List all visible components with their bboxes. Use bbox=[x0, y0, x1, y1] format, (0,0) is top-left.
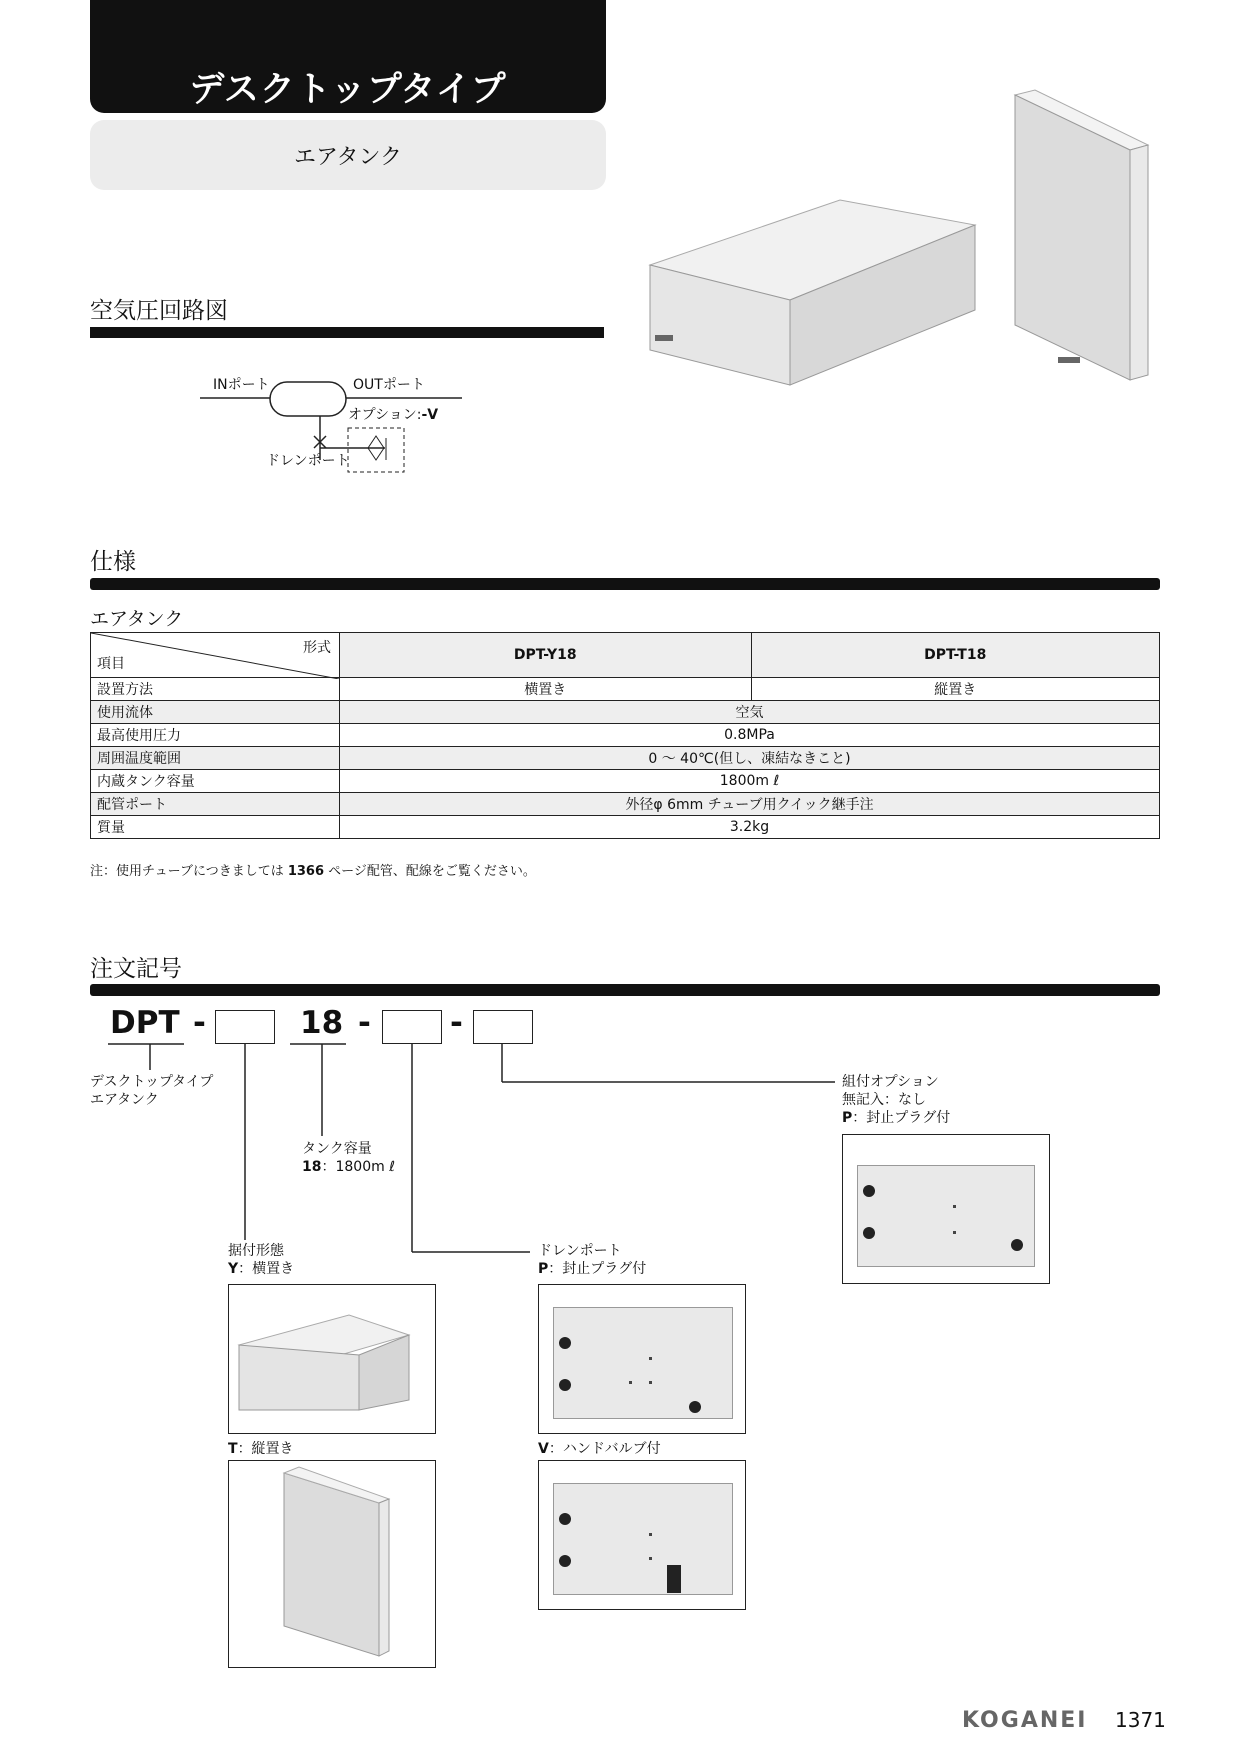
option-label bbox=[348, 406, 438, 424]
assembly-option-block bbox=[842, 1073, 950, 1127]
row-label: 最高使用圧力 bbox=[91, 724, 340, 747]
code-prefix: DPT bbox=[110, 1005, 180, 1041]
mount-option-t bbox=[228, 1440, 294, 1458]
order-section-title: 注文記号 bbox=[90, 956, 182, 982]
option-code-box bbox=[473, 1010, 533, 1044]
mount-y-code: Y bbox=[228, 1261, 239, 1277]
photo-drain-hand-valve bbox=[538, 1460, 746, 1610]
table-row bbox=[91, 724, 1160, 747]
header-subtitle-block bbox=[90, 120, 606, 190]
mount-y-value: ：横置き bbox=[238, 1261, 295, 1277]
table-corner-cell bbox=[91, 633, 340, 678]
circuit-section-title: 空気圧回路図 bbox=[90, 298, 228, 324]
spec-note bbox=[90, 860, 536, 879]
capacity-value: ：1800m ℓ bbox=[321, 1159, 395, 1175]
drain-code-box bbox=[382, 1010, 442, 1044]
series-label-line: エアタンク bbox=[90, 1092, 159, 1108]
capacity-option bbox=[302, 1158, 395, 1176]
drain-port-label: ドレンポート bbox=[266, 453, 350, 469]
mount-t-value: ：縦置き bbox=[237, 1441, 294, 1457]
drain-option-v bbox=[538, 1440, 661, 1458]
drain-v-code: V bbox=[538, 1441, 549, 1457]
series-label-line: デスクトップタイプ bbox=[90, 1074, 214, 1090]
page-title: デスクトップタイプ bbox=[189, 70, 507, 110]
in-port-label: INポート bbox=[213, 377, 270, 393]
series-label bbox=[90, 1073, 213, 1109]
note-page-ref: 1366 bbox=[287, 864, 325, 879]
mount-block bbox=[228, 1242, 294, 1278]
table-row bbox=[91, 770, 1160, 793]
model-header: DPT-T18 bbox=[751, 633, 1159, 678]
code-dash: - bbox=[450, 1005, 463, 1041]
drain-p-value: ：封止プラグ付 bbox=[548, 1261, 647, 1277]
drain-v-value: ：ハンドバルブ付 bbox=[548, 1441, 661, 1457]
assembly-option-title: 組付オプション bbox=[842, 1074, 939, 1090]
row-value: 1800m ℓ bbox=[340, 770, 1160, 793]
product-photo-pair bbox=[640, 85, 1180, 395]
row-label: 配管ポート bbox=[91, 793, 340, 816]
capacity-title: タンク容量 bbox=[302, 1141, 372, 1157]
mount-t-code: T bbox=[228, 1441, 238, 1457]
option-code: -V bbox=[421, 407, 439, 423]
mount-option-y bbox=[228, 1260, 294, 1278]
photo-drain-plug bbox=[538, 1284, 746, 1434]
page-subtitle: エアタンク bbox=[293, 145, 403, 170]
table-row bbox=[91, 816, 1160, 839]
drain-option-p bbox=[538, 1260, 646, 1278]
row-value: 縦置き bbox=[751, 678, 1159, 701]
capacity-block bbox=[302, 1140, 395, 1176]
row-value: 外径φ 6mm チューブ用クイック継手注 bbox=[340, 793, 1160, 816]
section-divider bbox=[90, 327, 604, 338]
brand-logo: KOGANEI bbox=[962, 1708, 1088, 1733]
mount-title: 据付形態 bbox=[228, 1243, 284, 1259]
row-label: 質量 bbox=[91, 816, 340, 839]
corner-bottom-label: 項目 bbox=[97, 656, 125, 672]
option-p-value: ：封止プラグ付 bbox=[852, 1110, 951, 1126]
out-port-label: OUTポート bbox=[353, 377, 425, 393]
drain-block bbox=[538, 1242, 646, 1278]
page-number: 1371 bbox=[1115, 1708, 1166, 1732]
option-text: オプション: bbox=[348, 407, 422, 423]
hand-valve-icon bbox=[667, 1565, 681, 1593]
capacity-code: 18 bbox=[300, 1005, 344, 1041]
spec-section-title: 仕様 bbox=[90, 549, 136, 575]
photo-option-plug bbox=[842, 1134, 1050, 1284]
row-value: 横置き bbox=[340, 678, 752, 701]
photo-mount-horizontal bbox=[228, 1284, 436, 1434]
header-title-block bbox=[90, 0, 606, 113]
row-value: 空気 bbox=[340, 701, 1160, 724]
spec-table bbox=[90, 632, 1160, 839]
row-value: 0.8MPa bbox=[340, 724, 1160, 747]
mount-code-box bbox=[215, 1010, 275, 1044]
note-text: ページ配管、配線をご覧ください。 bbox=[324, 864, 536, 879]
table-row bbox=[91, 747, 1160, 770]
drain-p-code: P bbox=[538, 1261, 549, 1277]
table-row bbox=[91, 793, 1160, 816]
row-value: 0 ～ 40℃(但し、凍結なきこと) bbox=[340, 747, 1160, 770]
row-label: 設置方法 bbox=[91, 678, 340, 701]
row-label: 内蔵タンク容量 bbox=[91, 770, 340, 793]
code-dash: - bbox=[358, 1005, 371, 1041]
code-dash: - bbox=[193, 1005, 206, 1041]
drain-title: ドレンポート bbox=[538, 1243, 622, 1259]
model-header: DPT-Y18 bbox=[340, 633, 752, 678]
assembly-option-none: 無記入：なし bbox=[842, 1092, 926, 1108]
table-row bbox=[91, 678, 1160, 701]
table-row bbox=[91, 701, 1160, 724]
spec-table-title: エアタンク bbox=[90, 608, 184, 630]
option-p-code: P bbox=[842, 1110, 853, 1126]
row-label: 使用流体 bbox=[91, 701, 340, 724]
assembly-option-p bbox=[842, 1109, 950, 1127]
photo-mount-vertical bbox=[228, 1460, 436, 1668]
note-text: 注：使用チューブにつきましては bbox=[90, 864, 288, 879]
row-value: 3.2kg bbox=[340, 816, 1160, 839]
capacity-code-label: 18 bbox=[302, 1159, 322, 1175]
section-divider bbox=[90, 578, 1160, 590]
row-label: 周囲温度範囲 bbox=[91, 747, 340, 770]
corner-top-label: 形式 bbox=[303, 640, 331, 656]
section-divider bbox=[90, 984, 1160, 996]
